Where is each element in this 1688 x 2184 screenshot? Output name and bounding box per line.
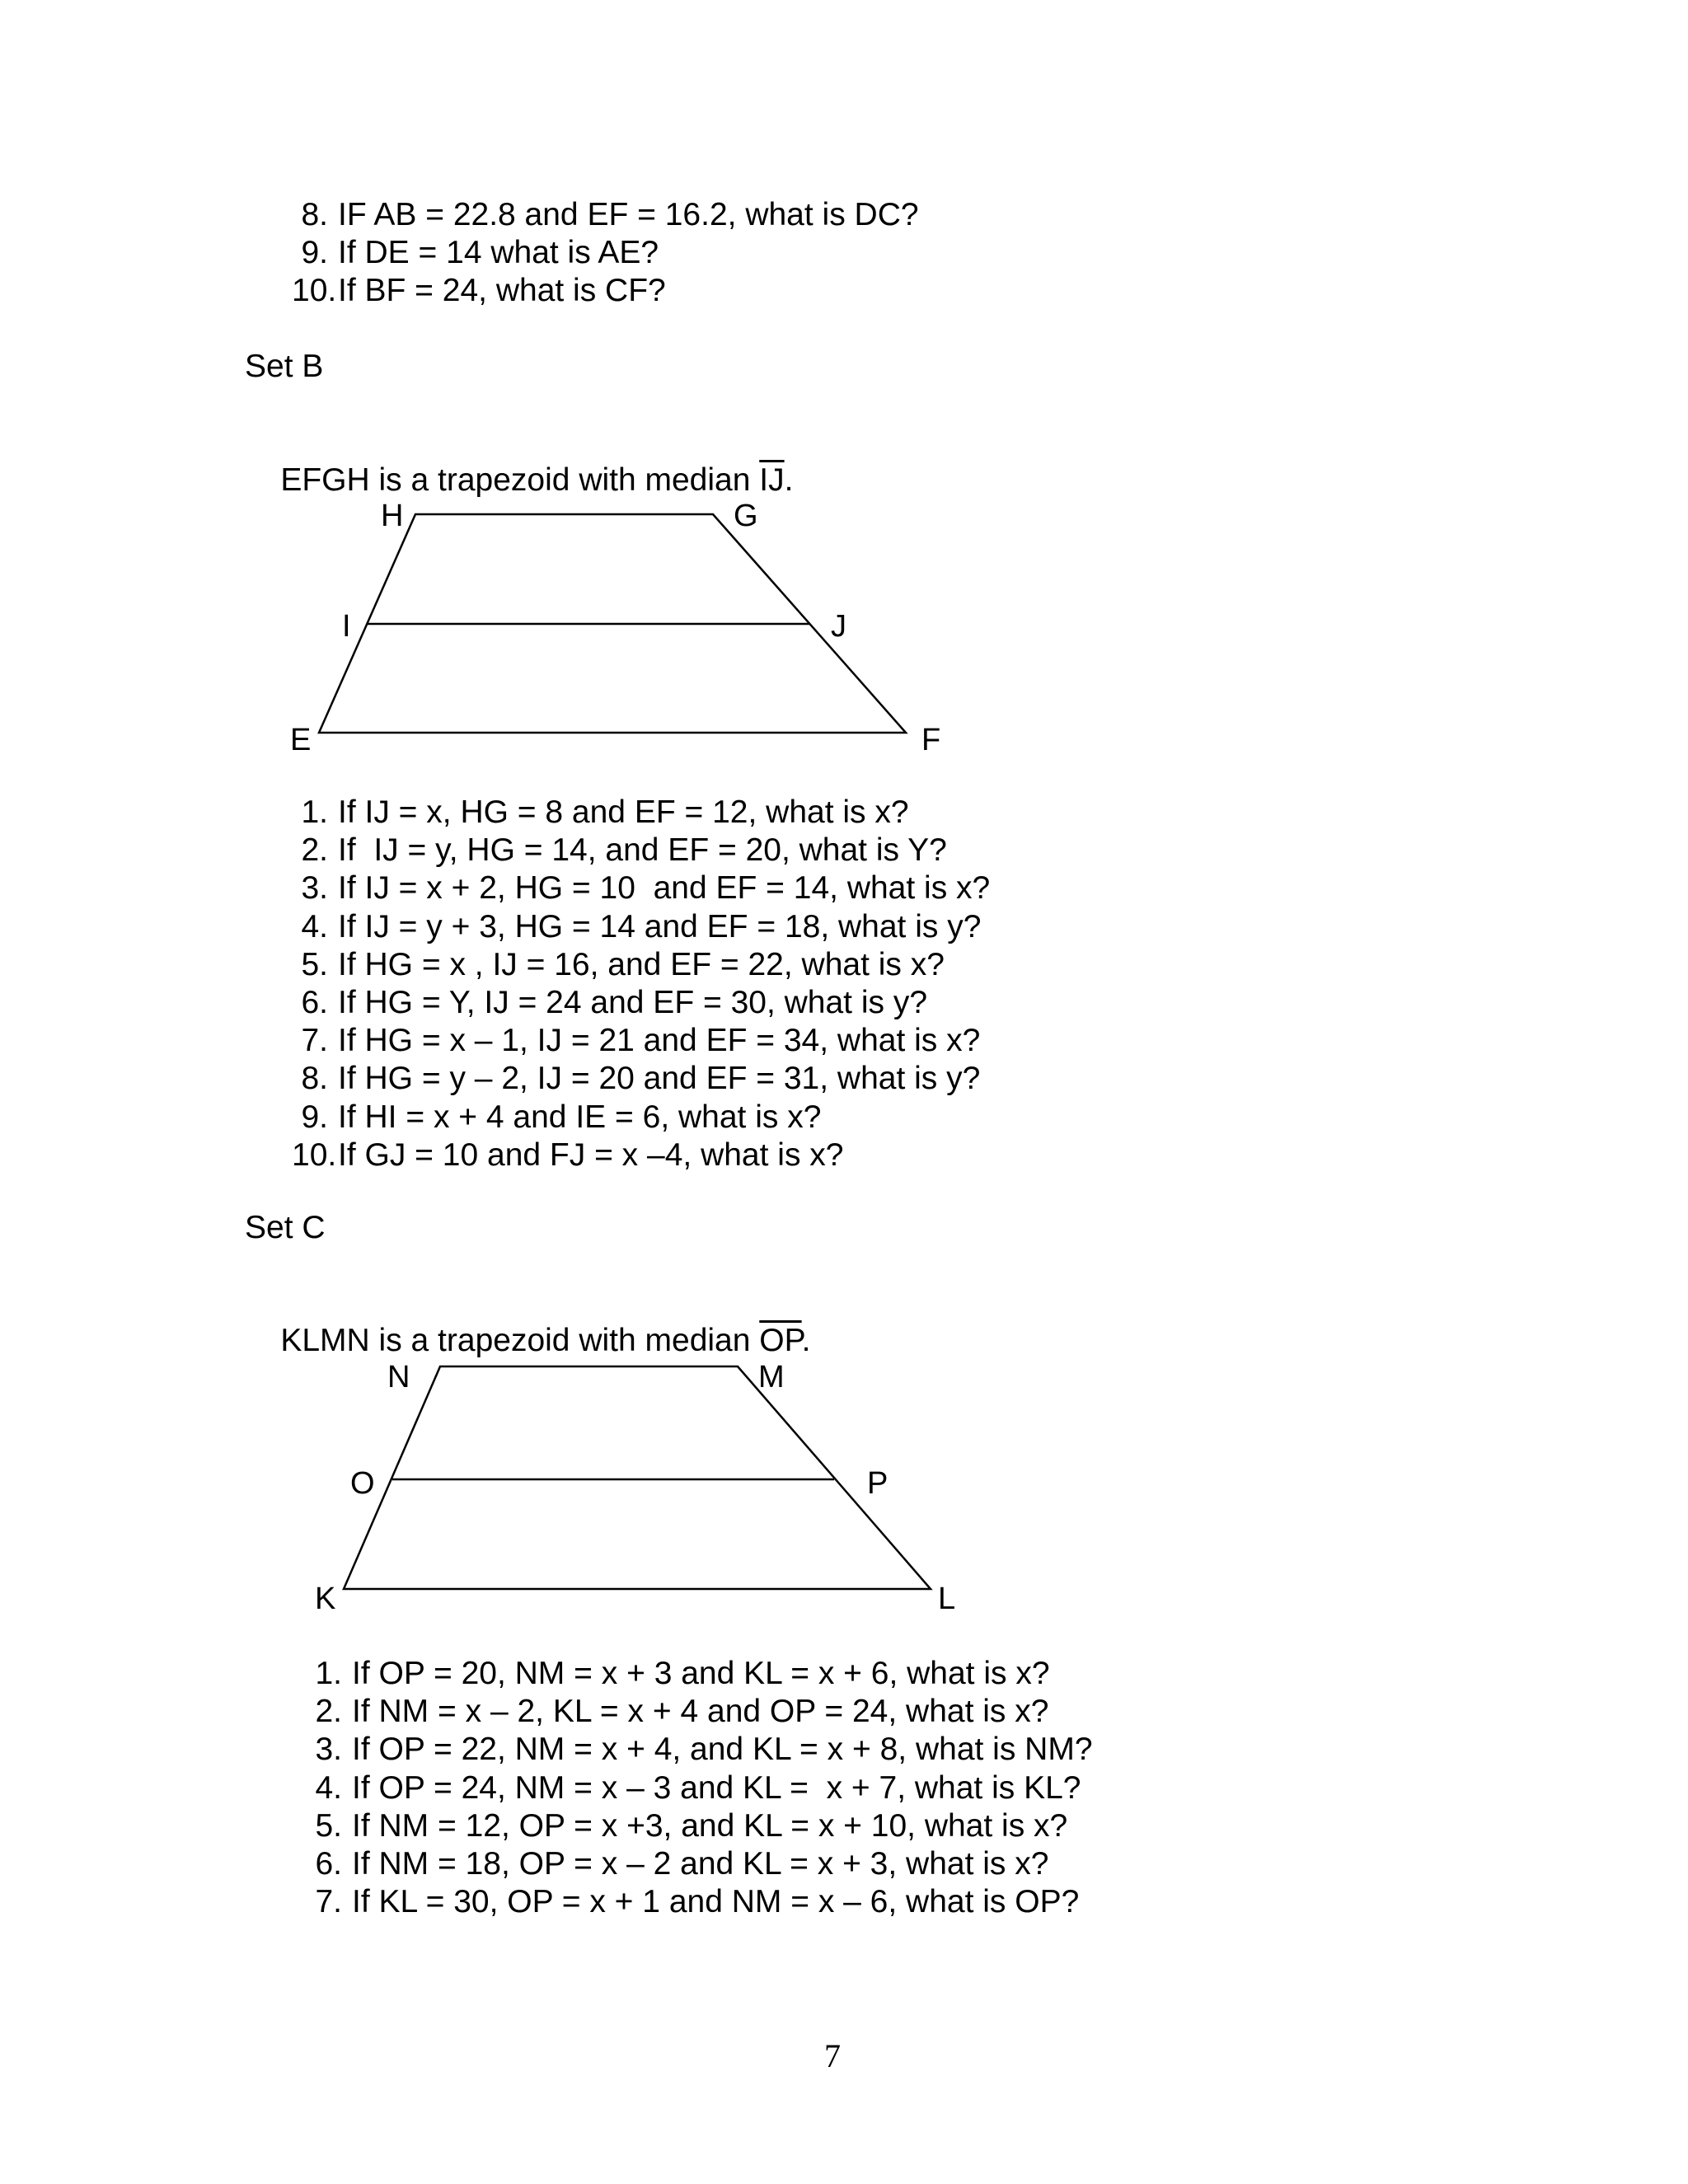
list-item: 2. If NM = x – 2, KL = x + 4 and OP = 24, what is x?	[315, 1694, 1049, 1730]
list-item: 1. If OP = 20, NM = x + 3 and KL = x + 6, what is x?	[315, 1656, 1050, 1691]
page-number: 7	[824, 2037, 841, 2074]
vertex-label-l: L	[938, 1582, 956, 1616]
median-segment-label: $\overline{IJ}$	[759, 462, 785, 498]
median-segment-label: $\overline{OP}$	[759, 1323, 802, 1358]
list-item: 3. If OP = 22, NM = x + 4, and KL = x + 8, what is NM?	[315, 1732, 1093, 1768]
list-item: 6. If NM = 18, OP = x – 2 and KL = x + 3, what is x?	[315, 1846, 1049, 1882]
vertex-label-m: M	[758, 1360, 785, 1394]
list-item: 4. If OP = 24, NM = x – 3 and KL = x + 7, what is KL?	[315, 1769, 1081, 1806]
list-item: 9. If DE = 14 what is AE?	[301, 235, 659, 271]
trapezoid-klmn-outline	[344, 1366, 931, 1589]
set-c-intro: KLMN is a trapezoid with median $\overline{OP}$.	[280, 1323, 811, 1358]
vertex-label-g: G	[734, 499, 758, 533]
list-item: 10.If BF = 24, what is CF?	[292, 273, 666, 309]
list-item: 10.If GJ = 10 and FJ = x –4, what is x?	[292, 1137, 844, 1173]
vertex-label-p: P	[867, 1466, 889, 1501]
vertex-label-k: K	[315, 1582, 336, 1616]
list-item: 1. If IJ = x, HG = 8 and EF = 12, what is x?	[301, 794, 909, 830]
vertex-label-i: I	[342, 609, 351, 644]
vertex-label-o: O	[350, 1466, 375, 1501]
trapezoid-efgh-diagram	[280, 494, 1006, 775]
list-item: 6. If HG = Y, IJ = 24 and EF = 30, what is y?	[301, 985, 928, 1021]
vertex-label-f: F	[921, 723, 941, 757]
trapezoid-klmn-diagram	[305, 1352, 1030, 1632]
list-item: 4. If IJ = y + 3, HG = 14 and EF = 18, what is y?	[301, 908, 982, 944]
list-item: 3. If IJ = x + 2, HG = 10 and EF = 14, what is x?	[301, 870, 991, 907]
list-item: 7. If KL = 30, OP = x + 1 and NM = x – 6, what is OP?	[315, 1884, 1080, 1920]
vertex-label-n: N	[387, 1360, 410, 1394]
trapezoid-efgh-figure	[280, 494, 1006, 775]
vertex-label-j: J	[831, 609, 846, 644]
set-a-questions	[292, 196, 919, 311]
set-b-intro: EFGH is a trapezoid with median $\overline{IJ}$.	[280, 462, 794, 498]
set-c-questions	[306, 1655, 1093, 1921]
set-b-heading: Set B	[245, 349, 324, 384]
set-c-heading: Set C	[245, 1210, 326, 1245]
vertex-label-h: H	[381, 499, 404, 533]
list-item: 5. If HG = x , IJ = 16, and EF = 22, what is x?	[301, 946, 945, 982]
vertex-label-e: E	[290, 723, 312, 757]
list-item: 8. IF AB = 22.8 and EF = 16.2, what is DC?	[301, 197, 919, 232]
list-item: 9. If HI = x + 4 and IE = 6, what is x?	[301, 1099, 822, 1135]
list-item: 5. If NM = 12, OP = x +3, and KL = x + 10, what is x?	[315, 1807, 1068, 1844]
set-b-questions	[292, 794, 990, 1174]
list-item: 7. If HG = x – 1, IJ = 21 and EF = 34, what is x?	[301, 1023, 981, 1059]
trapezoid-klmn-figure	[305, 1352, 1030, 1632]
list-item: 2. If IJ = y, HG = 14, and EF = 20, what is Y?	[301, 832, 947, 869]
list-item: 8. If HG = y – 2, IJ = 20 and EF = 31, what is y?	[301, 1061, 981, 1097]
